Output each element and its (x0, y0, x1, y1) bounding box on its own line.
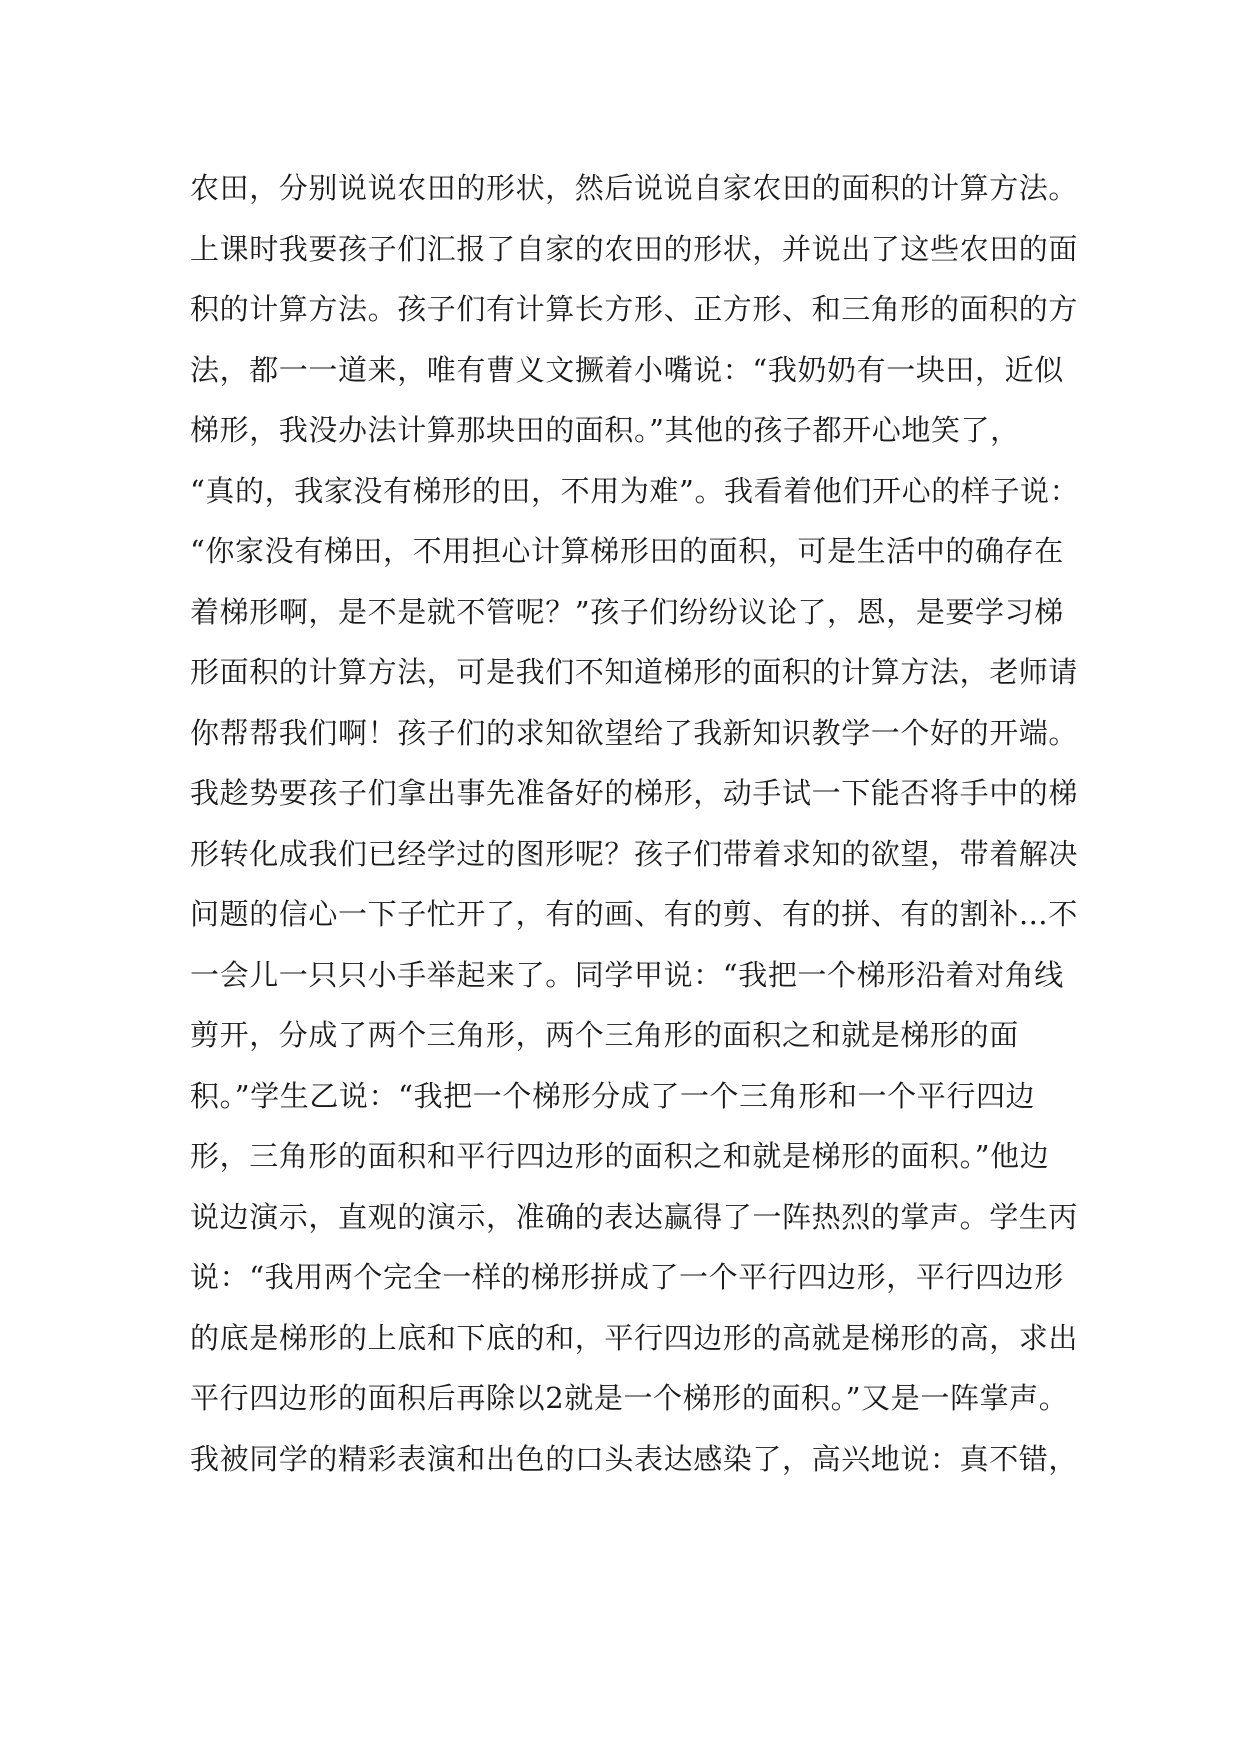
text-line: 积的计算方法。孩子们有计算长方形、正方形、和三角形的面积的方 (190, 292, 1079, 326)
text-line: “你家没有梯田，不用担心计算梯形田的面积，可是生活中的确存在 (190, 534, 1064, 568)
text-line: 上课时我要孩子们汇报了自家的农田的形状，并说出了这些农田的面 (190, 231, 1079, 266)
text-line: 形转化成我们已经学过的图形呢？孩子们带着求知的欲望，带着解决 (190, 836, 1079, 871)
text-line: 的底是梯形的上底和下底的和，平行四边形的高就是梯形的高，求出 (190, 1320, 1079, 1355)
text-line: 农田，分别说说农田的形状，然后说说自家农田的面积的计算方法。 (190, 171, 1079, 205)
text-line: 法，都一一道来，唯有曹义文撅着小嘴说：“我奶奶有一块田，近似 (190, 352, 1064, 387)
text-line: 着梯形啊，是不是就不管呢？”孩子们纷纷议论了，恩，是要学习梯 (190, 594, 1064, 629)
text-line: 说边演示，直观的演示，准确的表达赢得了一阵热烈的掌声。学生丙 (190, 1199, 1079, 1234)
text-line: 你帮帮我们啊！孩子们的求知欲望给了我新知识教学一个好的开端。 (190, 715, 1079, 750)
text-line: 说：“我用两个完全一样的梯形拼成了一个平行四边形，平行四边形 (190, 1260, 1064, 1294)
text-line: 剪开，分成了两个三角形，两个三角形的面积之和就是梯形的面 (190, 1018, 1019, 1052)
text-line: 一会儿一只只小手举起来了。同学甲说：“我把一个梯形沿着对角线 (190, 957, 1064, 992)
text-line: 梯形，我没办法计算那块田的面积。”其他的孩子都开心地笑了， (190, 413, 1020, 447)
body-text (190, 158, 1080, 1489)
text-line: 我趁势要孩子们拿出事先准备好的梯形，动手试一下能否将手中的梯 (190, 776, 1079, 810)
text-line: 形面积的计算方法，可是我们不知道梯形的面积的计算方法，老师请 (190, 655, 1079, 689)
text-line: 积。”学生乙说：“我把一个梯形分成了一个三角形和一个平行四边 (190, 1078, 1036, 1113)
text-line: 形，三角形的面积和平行四边形的面积之和就是梯形的面积。”他边 (190, 1139, 1050, 1173)
text-line: 问题的信心一下子忙开了，有的画、有的剪、有的拼、有的割补…不 (190, 897, 1079, 931)
text-line: 我被同学的精彩表演和出色的口头表达感染了，高兴地说：真不错， (190, 1441, 1079, 1476)
text-line: “真的，我家没有梯形的田，不用为难”。我看着他们开心的样子说： (190, 473, 1080, 508)
text-line: 平行四边形的面积后再除以2就是一个梯形的面积。”又是一阵掌声。 (190, 1381, 1069, 1415)
